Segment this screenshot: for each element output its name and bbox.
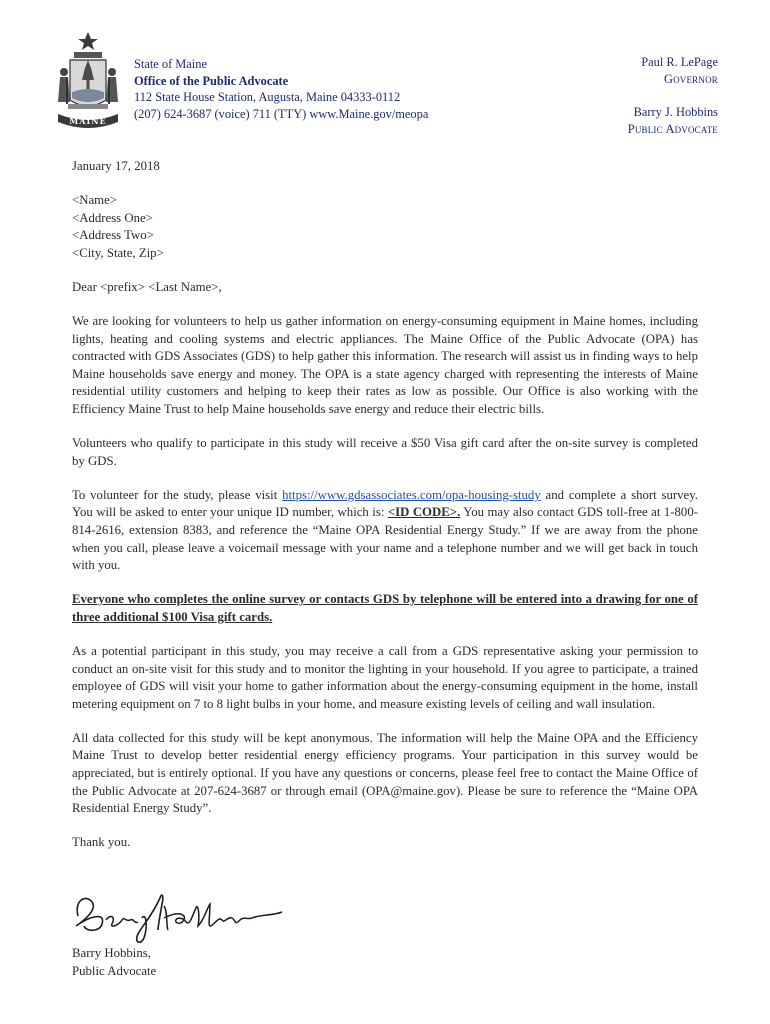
office-name: Office of the Public Advocate [134, 73, 289, 88]
seal-lettering: MAINE [69, 116, 107, 126]
recipient-address [72, 192, 698, 262]
signer-title: Public Advocate [72, 963, 157, 978]
volunteer-text-c: You may also contact GDS toll-free at 1-800-814-2616, extension 8383, and reference the “Maine OPA Residential Energy Study.” If we are away from the phone when you call, please leave a voicemail message with your name and a telephone number and we will get back in touch with you. [72, 505, 698, 573]
recipient-line: <Name> [72, 193, 117, 208]
recipient-line: <City, State, Zip> [72, 245, 164, 260]
office-address: 112 State House Station, Augusta, Maine 04333-0112 [134, 90, 401, 105]
volunteer-text-a: To volunteer for the study, please visit [72, 487, 283, 502]
paragraph-drawing: Everyone who completes the online survey or contacts GDS by telephone will be entered into a drawing for one of three additional $100 Visa gift cards. [72, 592, 698, 624]
salutation: Dear <prefix> <Last Name>, [72, 279, 222, 294]
volunteer-text-b: and complete a short survey. You will be asked to enter your unique ID number, which is: [72, 487, 698, 520]
survey-link[interactable]: https://www.gdsassociates.com/opa-housing-study [282, 487, 541, 502]
advocate-title: Public Advocate [627, 121, 718, 136]
recipient-line: <Address Two> [72, 228, 154, 243]
id-code: <ID CODE>. [387, 505, 461, 520]
paragraph-anonymous: All data collected for this study will be kept anonymous. The information will help the Maine OPA and the Efficiency Maine Trust to develop better residential energy efficiency programs. Your participation in this survey would be appreciated, but is entirely optional. If you have any questions or concerns, please feel free to contact the Maine Office of the Public Advocate at 207-624-3687 or through email (OPA@maine.gov). Please be sure to reference the “Maine OPA Residential Energy Study”. [72, 730, 698, 816]
paragraph-site-visit: As a potential participant in this study, you may receive a call from a GDS representative asking your permission to conduct an on-site visit for this study and to monitor the lighting in your household. If you agree to participate, a trained employee of GDS will visit your home to gather information about the energy-consuming equipment in the home, install metering equipment on 7 to 8 light bulbs in your home, and measure existing levels of ceiling and wall insulation. [72, 643, 698, 711]
signer-block [72, 945, 156, 980]
advocate-name: Barry J. Hobbins [633, 105, 718, 120]
state-name: State of Maine [134, 57, 207, 71]
letterhead-right [628, 54, 718, 137]
signature-lettering: Barry J. Hobbins [72, 886, 79, 887]
office-contact: (207) 624-3687 (voice) 711 (TTY) www.Maine.gov/meopa [134, 106, 429, 121]
signer-name: Barry Hobbins, [72, 946, 151, 960]
signature-image [72, 886, 292, 948]
letter-date: January 17, 2018 [72, 159, 160, 173]
paragraph-gift-card: Volunteers who qualify to participate in this study will receive a $50 Visa gift card after the on-site survey is completed by GDS. [72, 436, 698, 468]
governor-name: Paul R. LePage [641, 55, 718, 69]
letterhead-left [134, 56, 428, 122]
governor-title: Governor [663, 71, 718, 86]
maine-seal-icon [52, 30, 124, 138]
paragraph-volunteer [72, 487, 698, 575]
recipient-line: <Address One> [72, 210, 153, 225]
letter-body [72, 158, 698, 868]
closing-thanks: Thank you. [72, 835, 131, 850]
paragraph-intro: We are looking for volunteers to help us gather information on energy-consuming equipment in Maine homes, including lights, heating and cooling systems and electric appliances. The Maine Office of the Public Advocate (OPA) has contracted with GDS Associates (GDS) to help gather this information. The research will assist us in finding ways to help Maine households save energy and money. The OPA is a state agency charged with representing the interests of Maine residential utility customers and helping to keep their rates as low as possible. Our Office is also working with the Efficiency Maine Trust to help Maine households save energy and reduce their electric bills. [72, 314, 698, 417]
